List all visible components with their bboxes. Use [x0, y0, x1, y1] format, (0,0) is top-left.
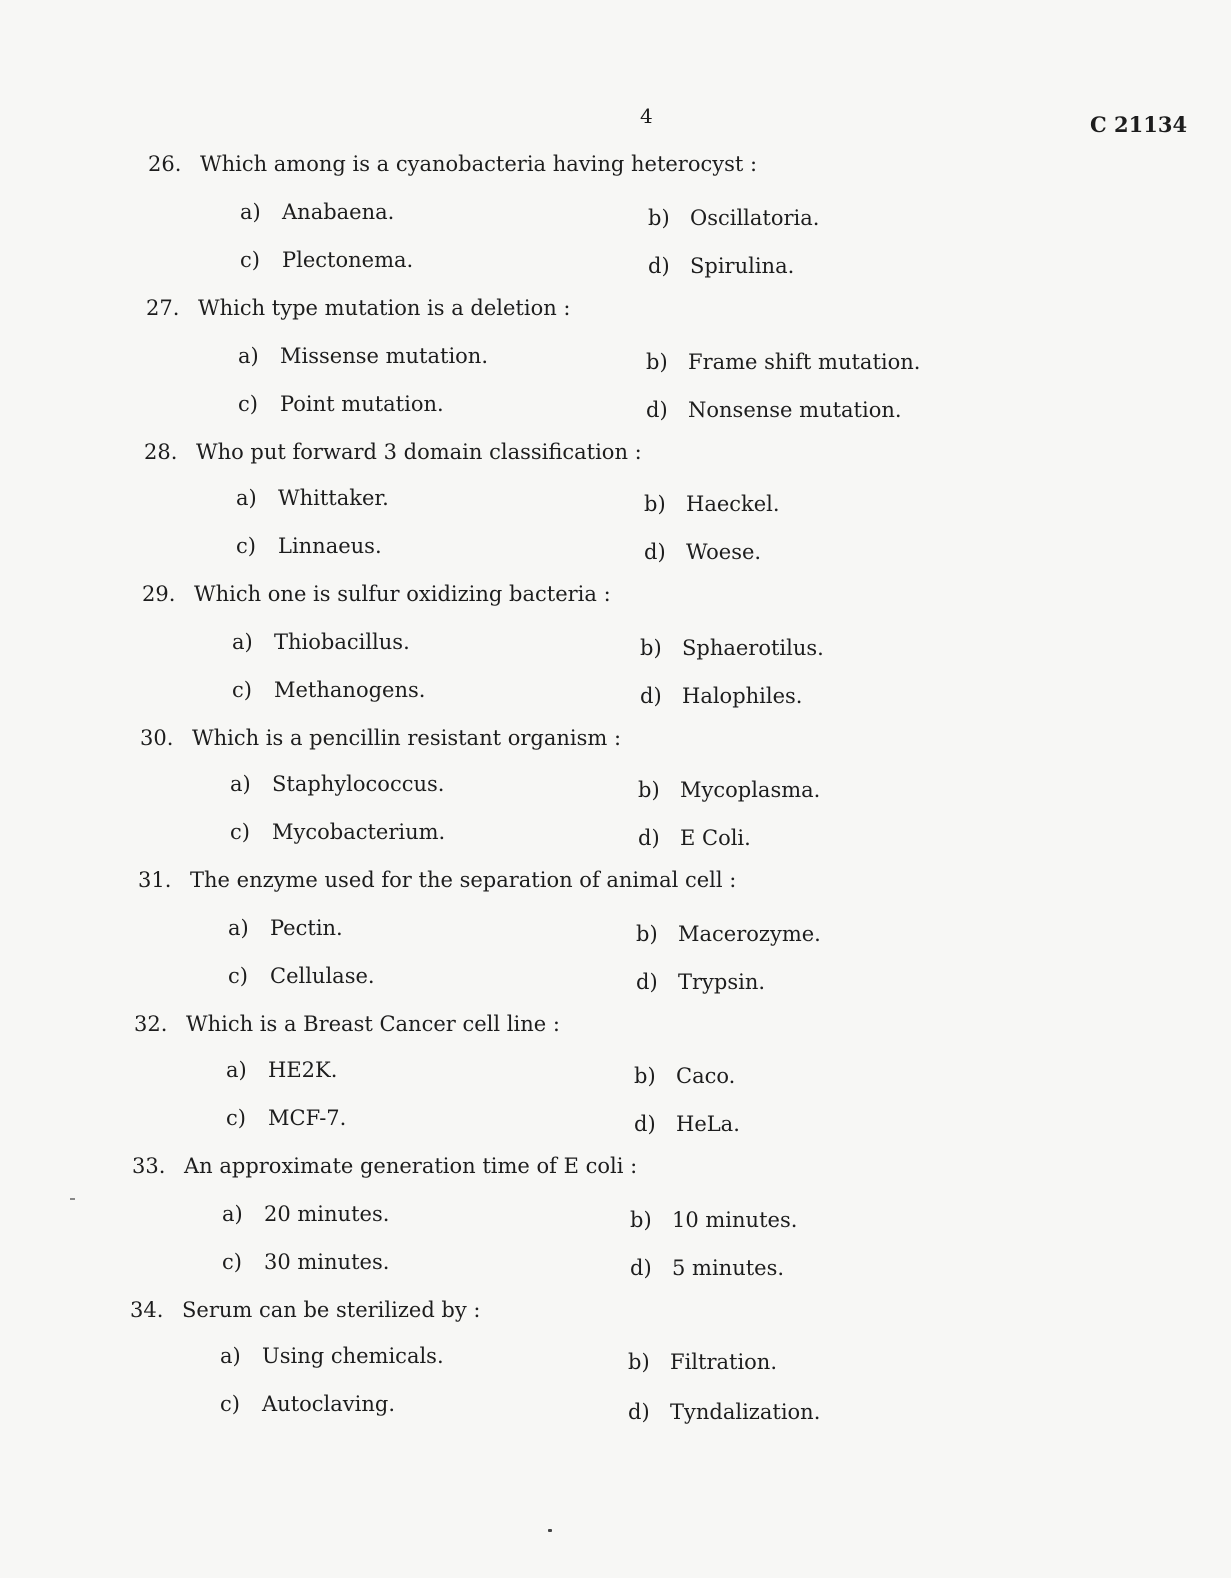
- option-b: b) Caco.: [634, 1064, 736, 1088]
- option-a: a) HE2K.: [226, 1058, 338, 1082]
- option-d: d) Halophiles.: [640, 684, 803, 708]
- option-c: c) Linnaeus.: [236, 534, 382, 558]
- option-b: b) Oscillatoria.: [648, 206, 820, 230]
- option-a: a) Missense mutation.: [238, 344, 489, 368]
- question-text: Who put forward 3 domain classification :: [196, 440, 642, 464]
- option-b: b) Sphaerotilus.: [640, 636, 824, 660]
- option-a: a) 20 minutes.: [222, 1202, 390, 1226]
- option-b: b) Frame shift mutation.: [646, 350, 921, 374]
- question-number: 31.: [138, 868, 172, 892]
- option-d: d) HeLa.: [634, 1112, 740, 1136]
- option-c: c) Cellulase.: [228, 964, 375, 988]
- question-text: Serum can be sterilized by :: [182, 1298, 481, 1322]
- question-number: 33.: [132, 1154, 166, 1178]
- question-31: [138, 868, 1038, 994]
- option-c: c) Mycobacterium.: [230, 820, 446, 844]
- question-number: 27.: [146, 296, 180, 320]
- option-b: b) Mycoplasma.: [638, 778, 821, 802]
- option-a: a) Thiobacillus.: [232, 630, 410, 654]
- question-32: [134, 1012, 1034, 1136]
- option-a: a) Anabaena.: [240, 200, 395, 224]
- option-a: a) Using chemicals.: [220, 1344, 444, 1368]
- option-d: d) Trypsin.: [636, 970, 766, 994]
- option-d: d) Spirulina.: [648, 254, 795, 278]
- question-34: [130, 1298, 1030, 1424]
- question-33: [132, 1154, 1032, 1280]
- question-27: [146, 296, 1046, 422]
- question-number: 29.: [142, 582, 176, 606]
- scan-mark: [70, 1198, 75, 1200]
- option-c: c) MCF-7.: [226, 1106, 347, 1130]
- option-c: c) 30 minutes.: [222, 1250, 390, 1274]
- option-a: a) Staphylococcus.: [230, 772, 445, 796]
- question-text: Which is a Breast Cancer cell line :: [186, 1012, 560, 1036]
- question-26: [148, 152, 1048, 278]
- question-text: An approximate generation time of E coli :: [184, 1154, 638, 1178]
- question-text: Which is a pencillin resistant organism :: [192, 726, 622, 750]
- option-c: c) Plectonema.: [240, 248, 414, 272]
- exam-code: C 21134: [1090, 112, 1188, 137]
- question-number: 26.: [148, 152, 182, 176]
- question-text: Which among is a cyanobacteria having heterocyst :: [200, 152, 758, 176]
- option-b: b) Macerozyme.: [636, 922, 821, 946]
- option-d: d) 5 minutes.: [630, 1256, 785, 1280]
- option-c: c) Point mutation.: [238, 392, 444, 416]
- scan-dot: [548, 1529, 552, 1532]
- question-number: 28.: [144, 440, 178, 464]
- page-number: 4: [640, 104, 653, 128]
- option-b: b) Haeckel.: [644, 492, 780, 516]
- option-c: c) Autoclaving.: [220, 1392, 395, 1416]
- option-d: d) Nonsense mutation.: [646, 398, 902, 422]
- option-c: c) Methanogens.: [232, 678, 426, 702]
- option-d: d) Woese.: [644, 540, 762, 564]
- question-text: The enzyme used for the separation of animal cell :: [190, 868, 737, 892]
- question-number: 32.: [134, 1012, 168, 1036]
- question-30: [140, 726, 1040, 850]
- option-a: a) Whittaker.: [236, 486, 389, 510]
- option-b: b) 10 minutes.: [630, 1208, 798, 1232]
- question-text: Which type mutation is a deletion :: [198, 296, 571, 320]
- question-text: Which one is sulfur oxidizing bacteria :: [194, 582, 611, 606]
- option-d: d) E Coli.: [638, 826, 751, 850]
- option-d: d) Tyndalization.: [628, 1400, 821, 1424]
- question-28: [144, 440, 1044, 564]
- question-number: 30.: [140, 726, 174, 750]
- option-a: a) Pectin.: [228, 916, 343, 940]
- question-29: [142, 582, 1042, 708]
- question-number: 34.: [130, 1298, 164, 1322]
- option-b: b) Filtration.: [628, 1350, 777, 1374]
